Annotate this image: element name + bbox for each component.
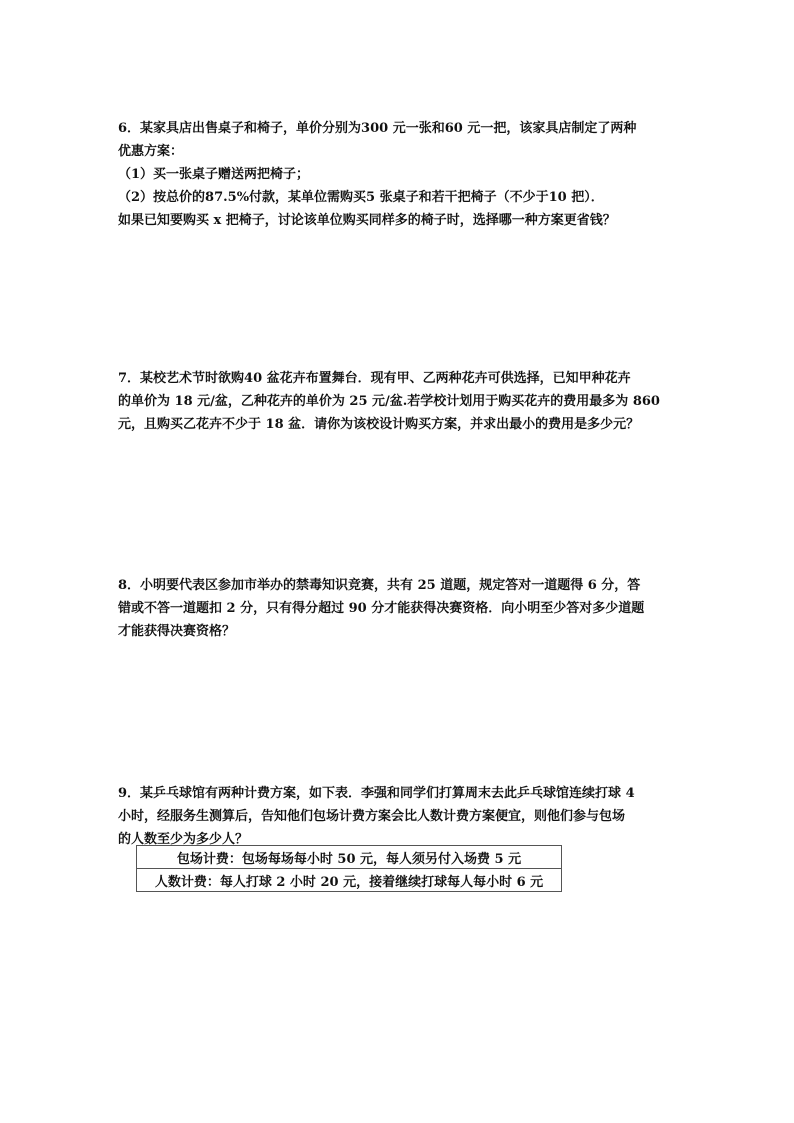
problem-8 [118,574,678,643]
table-row [137,869,562,892]
fee-row-per-person: 人数计费：每人打球 2 小时 20 元，接着继续打球每人每小时 6 元 [137,869,562,892]
problem-8-line-1: 8．小明要代表区参加市举办的禁毒知识竞赛，共有 25 道题，规定答对一道题得 6 分，答 [118,578,641,593]
problem-6 [118,117,678,232]
problem-9-line-3: 的人数至少为多少人？ [118,832,249,847]
problem-8-line-2: 错或不答一道题扣 2 分，只有得分超过 90 分才能获得决赛资格．向小明至少答对多少道题 [118,601,645,616]
problem-6-option-1: （1）买一张桌子赠送两把椅子； [118,167,310,182]
problem-7 [118,367,678,436]
fee-table [136,845,562,892]
problem-8-line-3: 才能获得决赛资格？ [118,624,236,639]
problem-9-line-2: 小时，经服务生测算后，告知他们包场计费方案会比人数计费方案便宜，则他们参与包场 [118,809,626,824]
problem-9 [118,782,678,851]
table-row [137,846,562,869]
problem-7-line-3: 元，且购买乙花卉不少于 18 盆．请你为该校设计购买方案，并求出最小的费用是多少元？ [118,417,640,432]
fee-row-venue: 包场计费：包场每场每小时 50 元，每人须另付入场费 5 元 [137,846,562,869]
problem-6-line-2: 优惠方案： [118,144,184,159]
problem-9-line-1: 9．某乒乓球馆有两种计费方案，如下表．李强和同学们打算周末去此乒乓球馆连续打球 4 [118,786,635,801]
problem-6-question: 如果已知要购买 x 把椅子，讨论该单位购买同样多的椅子时，选择哪一种方案更省钱？ [118,213,616,228]
problem-7-line-2: 的单价为 18 元/盆，乙种花卉的单价为 25 元/盆.若学校计划用于购买花卉的费用最多为 860 [118,394,660,409]
problem-7-line-1: 7．某校艺术节时欲购40 盆花卉布置舞台．现有甲、乙两种花卉可供选择，已知甲种花卉 [118,371,631,386]
problem-6-option-2: （2）按总价的87.5%付款，某单位需购买5 张桌子和若干把椅子（不少于10 把）． [118,190,604,205]
problem-6-line-1: 6．某家具店出售桌子和椅子，单价分别为300 元一张和60 元一把，该家具店制定了两种 [118,121,637,136]
